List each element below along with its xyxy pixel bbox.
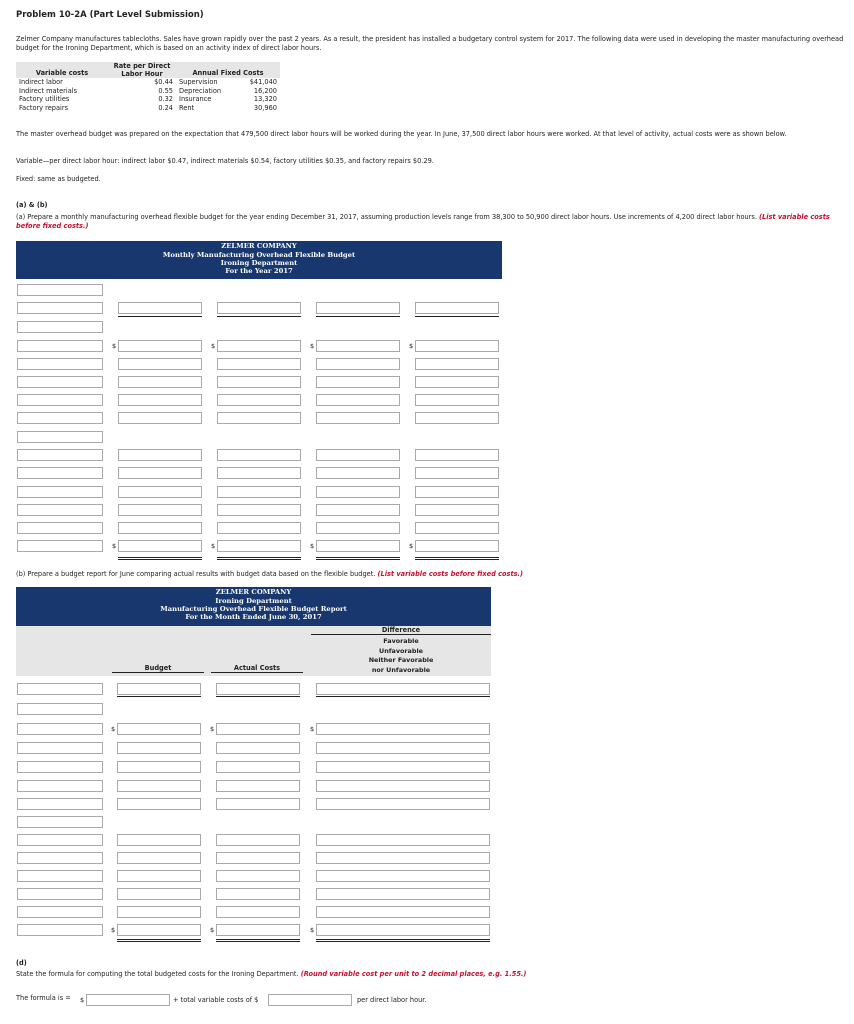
amount-input[interactable]	[316, 412, 400, 424]
subtotal-rule	[217, 316, 301, 317]
amount-input[interactable]	[415, 486, 499, 498]
amount-input[interactable]	[316, 852, 490, 864]
row-label-input[interactable]	[17, 394, 103, 406]
table-row: Factory utilities 0.32 Insurance 13,320	[19, 95, 277, 104]
dollar-sign: $	[409, 542, 414, 550]
dollar-sign: $	[210, 725, 215, 733]
row-label-input[interactable]	[17, 906, 103, 918]
amount-input[interactable]	[216, 888, 300, 900]
amount-input[interactable]	[117, 683, 201, 695]
amount-input[interactable]	[415, 467, 499, 479]
subtotal-rule	[118, 316, 202, 317]
amount-input[interactable]	[118, 522, 202, 534]
total-double-rule	[316, 939, 490, 942]
amount-input[interactable]	[316, 742, 490, 754]
amount-input[interactable]	[118, 394, 202, 406]
dollar-sign: $	[409, 342, 414, 350]
col-budget-header: Budget	[112, 664, 204, 673]
amount-input[interactable]	[316, 467, 400, 479]
amount-input[interactable]	[118, 302, 202, 314]
formula-prefix: The formula is =	[16, 994, 71, 1002]
dollar-sign: $	[111, 725, 116, 733]
amount-input[interactable]	[117, 761, 201, 773]
table-row: Factory repairs 0.24 Rent 30,960	[19, 103, 277, 112]
amount-input[interactable]	[118, 376, 202, 388]
amount-input[interactable]	[316, 540, 400, 552]
amount-input[interactable]	[316, 834, 490, 846]
part-d-instructions: State the formula for computing the total budgeted costs for the Ironing Department. (Round variable cost per unit to 2 decimal places, e.g. 1.55.)	[16, 970, 527, 978]
amount-input[interactable]	[117, 870, 201, 882]
dollar-sign: $	[211, 542, 216, 550]
row-label-input[interactable]	[17, 761, 103, 773]
amount-input[interactable]	[216, 924, 300, 936]
amount-input[interactable]	[117, 888, 201, 900]
dollar-sign: $	[112, 542, 117, 550]
amount-input[interactable]	[216, 780, 300, 792]
formula-dollar: $	[80, 996, 85, 1004]
amount-input[interactable]	[217, 522, 301, 534]
section-d-label: (d)	[16, 959, 27, 967]
row-label-input[interactable]	[17, 504, 103, 516]
amount-input[interactable]	[217, 394, 301, 406]
fixed-actual-text: Fixed: same as budgeted.	[16, 175, 101, 183]
amount-input[interactable]	[216, 834, 300, 846]
amount-input[interactable]	[217, 449, 301, 461]
part-b-instructions: (b) Prepare a budget report for June comparing actual results with budget data based on the flexible budget. (List variable costs before fixed costs.)	[16, 570, 524, 578]
amount-input[interactable]	[217, 467, 301, 479]
amount-input[interactable]	[118, 540, 202, 552]
part-d-note: (Round variable cost per unit to 2 decimal places, e.g. 1.55.)	[300, 970, 527, 978]
row-label-input[interactable]	[17, 703, 103, 715]
amount-input[interactable]	[118, 340, 202, 352]
row-label-input[interactable]	[17, 924, 103, 936]
formula-suffix: per direct labor hour.	[357, 996, 427, 1004]
row-label-input[interactable]	[17, 376, 103, 388]
variable-actual-text: Variable—per direct labor hour: indirect labor $0.47, indirect materials $0.54, factory utilities $0.35, and factory repairs $0.29.	[16, 157, 434, 165]
amount-input[interactable]	[316, 798, 490, 810]
amount-input[interactable]	[217, 302, 301, 314]
row-label-input[interactable]	[17, 834, 103, 846]
subtotal-rule	[216, 696, 300, 697]
amount-input[interactable]	[415, 504, 499, 516]
amount-input[interactable]	[216, 906, 300, 918]
master-budget-text: The master overhead budget was prepared on the expectation that 479,500 direct labor hours will be worked during the year. In June, 37,500 direct labor hours were worked. At that level of activity, actual costs were as shown below.	[16, 130, 787, 138]
amount-input[interactable]	[217, 412, 301, 424]
amount-input[interactable]	[316, 870, 490, 882]
row-label-input[interactable]	[17, 321, 103, 333]
row-label-input[interactable]	[17, 816, 103, 828]
section-ab-label: (a) & (b)	[16, 201, 48, 209]
row-label-input[interactable]	[17, 798, 103, 810]
col-difference-header: Difference	[311, 626, 491, 635]
amount-input[interactable]	[117, 798, 201, 810]
subtotal-rule	[316, 696, 490, 697]
amount-input[interactable]	[117, 742, 201, 754]
row-label-input[interactable]	[17, 449, 103, 461]
dollar-sign: $	[112, 342, 117, 350]
table-row: Indirect labor $0.44 Supervision $41,040	[19, 78, 277, 86]
dollar-sign: $	[211, 342, 216, 350]
amount-input[interactable]	[316, 522, 400, 534]
page-title: Problem 10-2A (Part Level Submission)	[16, 10, 204, 20]
row-label-input[interactable]	[17, 723, 103, 735]
row-label-input[interactable]	[17, 302, 103, 314]
table-row: Indirect materials 0.55 Depreciation 16,200	[19, 86, 277, 95]
part-a-instructions: (a) Prepare a monthly manufacturing overhead flexible budget for the year ending December 31, 2017, assuming production levels range from 38,300 to 50,900 direct labor hours. Use increments of 4,200 direct labor hours. (List variable costs before fixed costs.)	[16, 213, 830, 230]
total-double-rule	[118, 557, 202, 560]
amount-input[interactable]	[415, 302, 499, 314]
total-double-rule	[415, 557, 499, 560]
amount-input[interactable]	[316, 683, 490, 695]
total-double-rule	[217, 557, 301, 560]
difference-options: Favorable Unfavorable Neither Favorable nor Unfavorable	[368, 637, 434, 674]
row-label-input[interactable]	[17, 486, 103, 498]
row-label-input[interactable]	[17, 431, 103, 443]
total-double-rule	[216, 939, 300, 942]
amount-input[interactable]	[316, 358, 400, 370]
amount-input[interactable]	[217, 540, 301, 552]
fixed-cost-input[interactable]	[86, 994, 170, 1006]
amount-input[interactable]	[216, 798, 300, 810]
amount-input[interactable]	[316, 486, 400, 498]
subtotal-rule	[316, 316, 400, 317]
amount-input[interactable]	[217, 358, 301, 370]
subtotal-rule	[117, 696, 201, 697]
amount-input[interactable]	[217, 504, 301, 516]
col-actual-header: Actual Costs	[211, 664, 303, 673]
amount-input[interactable]	[118, 358, 202, 370]
amount-input[interactable]	[316, 394, 400, 406]
dollar-sign: $	[111, 926, 116, 934]
amount-input[interactable]	[415, 394, 499, 406]
total-double-rule	[316, 557, 400, 560]
row-label-input[interactable]	[17, 412, 103, 424]
dollar-sign: $	[210, 926, 215, 934]
amount-input[interactable]	[216, 852, 300, 864]
row-label-input[interactable]	[17, 284, 103, 296]
row-label-input[interactable]	[17, 340, 103, 352]
dollar-sign: $	[310, 926, 315, 934]
row-label-input[interactable]	[17, 358, 103, 370]
cost-data-table	[16, 62, 280, 112]
subtotal-rule	[415, 316, 499, 317]
amount-input[interactable]	[118, 486, 202, 498]
amount-input[interactable]	[216, 723, 300, 735]
row-label-input[interactable]	[17, 467, 103, 479]
amount-input[interactable]	[117, 723, 201, 735]
amount-input[interactable]	[118, 504, 202, 516]
amount-input[interactable]	[117, 834, 201, 846]
amount-input[interactable]	[316, 780, 490, 792]
amount-input[interactable]	[316, 449, 400, 461]
amount-input[interactable]	[316, 504, 400, 516]
amount-input[interactable]	[118, 449, 202, 461]
amount-input[interactable]	[216, 683, 300, 695]
header-variable-costs: Variable costs	[16, 62, 108, 78]
row-label-input[interactable]	[17, 742, 103, 754]
amount-input[interactable]	[216, 761, 300, 773]
amount-input[interactable]	[415, 376, 499, 388]
row-label-input[interactable]	[17, 683, 103, 695]
amount-input[interactable]	[316, 723, 490, 735]
amount-input[interactable]	[217, 376, 301, 388]
amount-input[interactable]	[415, 449, 499, 461]
header-rate: Rate per Direct Labor Hour	[108, 62, 176, 78]
budget-report-banner: ZELMER COMPANY Ironing Department Manufacturing Overhead Flexible Budget Report For the Month Ended June 30, 2017	[16, 587, 491, 626]
formula-mid: + total variable costs of $	[173, 996, 259, 1004]
amount-input[interactable]	[118, 467, 202, 479]
amount-input[interactable]	[117, 924, 201, 936]
amount-input[interactable]	[217, 486, 301, 498]
amount-input[interactable]	[316, 761, 490, 773]
row-label-input[interactable]	[17, 870, 103, 882]
amount-input[interactable]	[117, 852, 201, 864]
amount-input[interactable]	[118, 412, 202, 424]
amount-input[interactable]	[217, 340, 301, 352]
amount-input[interactable]	[415, 340, 499, 352]
part-b-note: (List variable costs before fixed costs.)	[377, 570, 524, 578]
amount-input[interactable]	[216, 870, 300, 882]
amount-input[interactable]	[117, 906, 201, 918]
amount-input[interactable]	[316, 924, 490, 936]
header-annual-fixed: Annual Fixed Costs	[176, 62, 280, 78]
row-label-input[interactable]	[17, 540, 103, 552]
amount-input[interactable]	[316, 340, 400, 352]
row-label-input[interactable]	[17, 780, 103, 792]
dollar-sign: $	[310, 725, 315, 733]
intro-text: Zelmer Company manufactures tablecloths. Sales have grown rapidly over the past 2 years. As a result, the president has installed a budgetary control system for 2017. The following data were used in developing the master manufacturing overhead budget for the Ironing Department, which is based on an activity index of direct labor hours.	[16, 35, 844, 52]
part-a-note: (List variable costs before fixed costs.)	[16, 213, 830, 230]
row-label-input[interactable]	[17, 852, 103, 864]
row-label-input[interactable]	[17, 522, 103, 534]
row-label-input[interactable]	[17, 888, 103, 900]
amount-input[interactable]	[316, 376, 400, 388]
variable-rate-input[interactable]	[268, 994, 352, 1006]
amount-input[interactable]	[415, 358, 499, 370]
amount-input[interactable]	[316, 906, 490, 918]
amount-input[interactable]	[316, 302, 400, 314]
total-double-rule	[117, 939, 201, 942]
flexible-budget-banner: ZELMER COMPANY Monthly Manufacturing Overhead Flexible Budget Ironing Department For the Year 2017	[16, 241, 502, 279]
amount-input[interactable]	[415, 540, 499, 552]
amount-input[interactable]	[415, 522, 499, 534]
dollar-sign: $	[310, 542, 315, 550]
amount-input[interactable]	[415, 412, 499, 424]
amount-input[interactable]	[117, 780, 201, 792]
amount-input[interactable]	[316, 888, 490, 900]
dollar-sign: $	[310, 342, 315, 350]
amount-input[interactable]	[216, 742, 300, 754]
